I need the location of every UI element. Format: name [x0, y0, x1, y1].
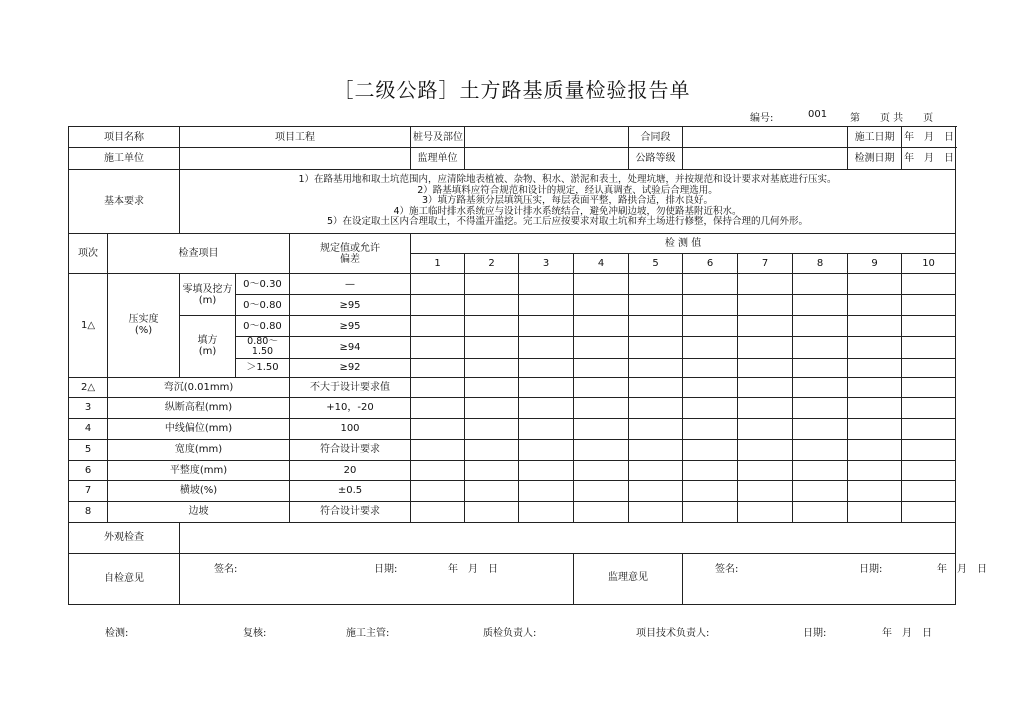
supervision-opinion-box[interactable] [683, 553, 988, 604]
footer-review: 复核: [243, 628, 267, 639]
item-no: 7 [69, 480, 108, 501]
footer-inspect: 检测: [105, 628, 129, 639]
item-no: 1△ [69, 274, 108, 378]
footer-date-value: 年 月 日 [882, 628, 932, 639]
cut-label: 零填及挖方(m) [180, 274, 236, 316]
check-item-header: 检查项目 [108, 234, 290, 274]
spec: 不大于设计要求值 [290, 377, 411, 397]
depth: ＞1.50 [236, 358, 290, 377]
item-no-header: 项次 [69, 234, 108, 274]
item-no: 4 [69, 418, 108, 439]
table-row [69, 460, 956, 480]
table-row [69, 501, 956, 522]
appearance-label: 外观检查 [69, 522, 180, 553]
construction-unit-value[interactable] [180, 148, 411, 170]
depth: 0～0.30 [236, 274, 290, 295]
measured-header: 检 测 值 [411, 234, 956, 254]
contract-value[interactable] [683, 127, 848, 148]
table-row [69, 439, 956, 460]
item-no: 6 [69, 460, 108, 480]
road-grade-value[interactable] [683, 148, 848, 170]
supervision-sign-label: 签名: [715, 563, 739, 575]
measure-col-2: 2 [465, 254, 519, 274]
spec: ≥95 [290, 295, 411, 316]
contract-label: 合同段 [629, 127, 683, 148]
table-row [69, 274, 956, 295]
self-check-label: 自检意见 [69, 553, 180, 604]
item-name: 平整度(mm) [108, 460, 290, 480]
self-date-label: 日期: [374, 563, 398, 575]
item-name: 弯沉(0.01mm) [108, 377, 290, 397]
supervision-date-label: 日期: [859, 563, 883, 575]
footer-tech: 项目技术负责人: [636, 628, 710, 639]
measure-col-4: 4 [574, 254, 629, 274]
table-row [69, 377, 956, 397]
spec: ≥95 [290, 316, 411, 337]
header-row-1 [69, 127, 956, 148]
basic-requirements-text [180, 170, 956, 234]
table-row [69, 480, 956, 501]
item-no: 3 [69, 397, 108, 418]
self-sign-label: 签名: [214, 563, 238, 575]
appearance-value[interactable] [180, 522, 956, 553]
self-check-box[interactable] [180, 553, 574, 604]
supervision-opinion-label: 监理意见 [574, 553, 683, 604]
fill-label: 填方(m) [180, 316, 236, 378]
construction-unit-label: 施工单位 [69, 148, 180, 170]
item-no: 5 [69, 439, 108, 460]
station-value[interactable] [465, 127, 629, 148]
item-name: 压实度(%) [108, 274, 180, 378]
page-counter: 第 页 共 页 [850, 113, 934, 124]
measure-col-3: 3 [519, 254, 574, 274]
item-name: 中线偏位(mm) [108, 418, 290, 439]
basic-requirements-row [69, 170, 956, 234]
spec: — [290, 274, 411, 295]
requirement-line: 3）填方路基须分层填筑压实，每层表面平整，路拱合适，排水良好。 [422, 195, 714, 207]
construction-date-label: 施工日期 [848, 127, 902, 148]
page-title: ［二级公路］土方路基质量检验报告单 [333, 78, 691, 102]
spec: 符合设计要求 [290, 501, 411, 522]
item-name: 宽度(mm) [108, 439, 290, 460]
column-header-row-1 [69, 234, 956, 254]
supervision-unit-value[interactable] [465, 148, 629, 170]
spec: 100 [290, 418, 411, 439]
depth: 0.80～1.50 [236, 337, 290, 359]
inspection-form [68, 126, 988, 605]
header-row-2 [69, 148, 956, 170]
table-row [69, 397, 956, 418]
depth: 0～0.80 [236, 295, 290, 316]
item-no: 2△ [69, 377, 108, 397]
footer-site-manager: 施工主管: [346, 628, 390, 639]
item-name: 横坡(%) [108, 480, 290, 501]
supervision-unit-label: 监理单位 [411, 148, 465, 170]
road-grade-label: 公路等级 [629, 148, 683, 170]
number-value: 001 [808, 109, 828, 120]
inspection-date-value[interactable]: 年 月 日 [902, 148, 956, 170]
inspection-date-label: 检测日期 [848, 148, 902, 170]
requirement-line: 5）在设定取土区内合理取土，不得滥开滥挖。完工后应按要求对取土坑和弃土场进行修整，保持合理的几何外形。 [327, 216, 809, 228]
table-row [69, 316, 956, 337]
spec: ≥92 [290, 358, 411, 377]
construction-date-value[interactable]: 年 月 日 [902, 127, 956, 148]
measure-col-8: 8 [793, 254, 848, 274]
station-label: 桩号及部位 [411, 127, 465, 148]
item-name: 纵断高程(mm) [108, 397, 290, 418]
project-work-label: 项目工程 [180, 127, 411, 148]
requirement-line: 4）施工临时排水系统应与设计排水系统结合，避免冲刷边坡，勿使路基附近积水。 [393, 205, 742, 217]
spec: 20 [290, 460, 411, 480]
self-date-value: 年 月 日 [448, 563, 498, 575]
depth: 0～0.80 [236, 316, 290, 337]
spec: ±0.5 [290, 480, 411, 501]
footer-date-label: 日期: [803, 628, 827, 639]
project-name-label: 项目名称 [69, 127, 180, 148]
measure-col-5: 5 [629, 254, 683, 274]
basic-requirements-label: 基本要求 [69, 170, 180, 234]
number-label: 编号: [750, 113, 774, 124]
table-row [69, 418, 956, 439]
spec: ≥94 [290, 337, 411, 359]
appearance-row [69, 522, 956, 553]
measure-col-9: 9 [848, 254, 902, 274]
item-no: 8 [69, 501, 108, 522]
supervision-date-value: 年 月 日 [937, 563, 988, 575]
item-name: 边坡 [108, 501, 290, 522]
measure-col-10: 10 [902, 254, 956, 274]
measure-col-6: 6 [683, 254, 738, 274]
spec-header: 规定值或允许偏差 [290, 234, 411, 274]
footer-quality: 质检负责人: [483, 628, 537, 639]
spec: +10，-20 [290, 397, 411, 418]
measure-col-7: 7 [738, 254, 793, 274]
measure-col-1: 1 [411, 254, 465, 274]
opinion-row [69, 553, 956, 604]
requirement-line: 2）路基填料应符合规范和设计的规定，经认真调查、试验后合理选用。 [417, 184, 718, 196]
spec: 符合设计要求 [290, 439, 411, 460]
requirement-line: 1）在路基用地和取土坑范围内，应清除地表植被、杂物、积水、淤泥和表土，处理坑塘，并按规范和设计要求对基底进行压实。 [298, 174, 837, 186]
